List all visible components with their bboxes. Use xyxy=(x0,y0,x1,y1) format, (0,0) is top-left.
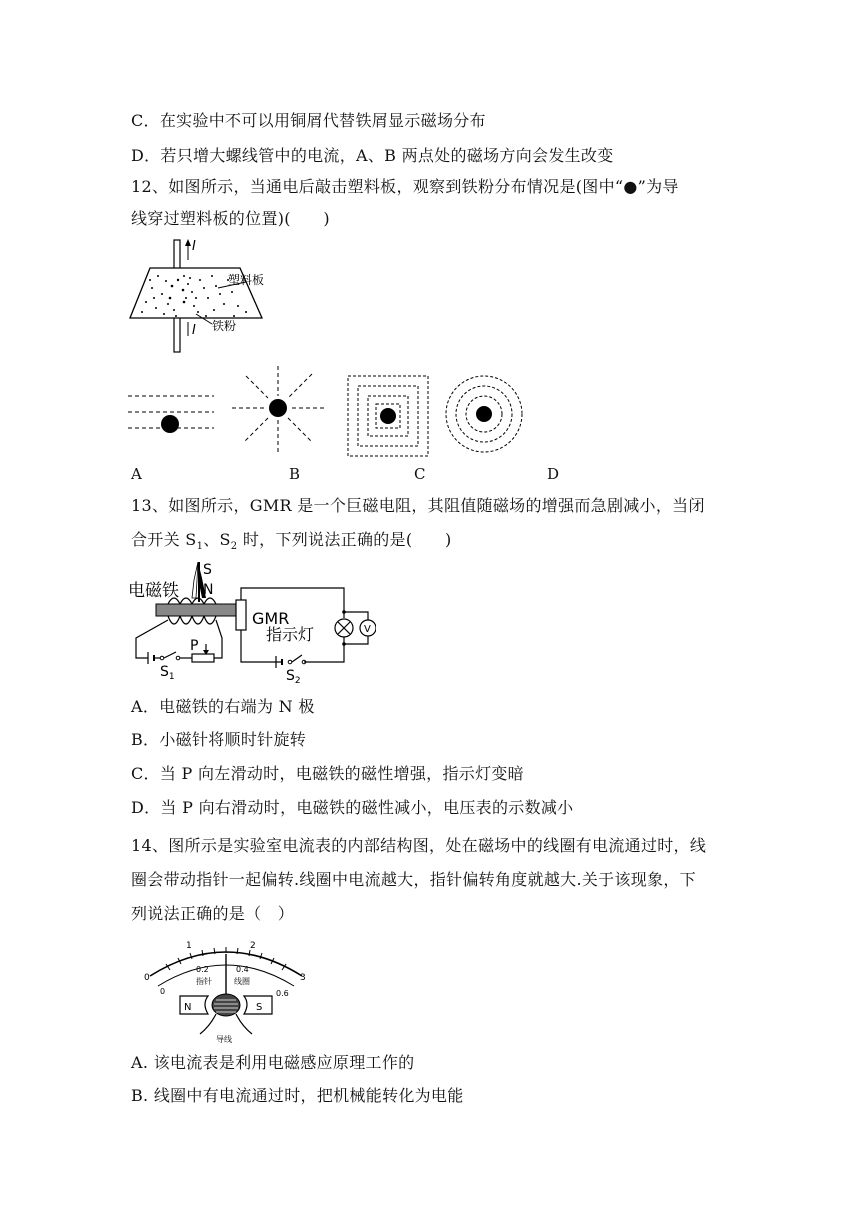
q12-choice-a-figure xyxy=(128,376,214,450)
q12-choice-c-label: C xyxy=(414,465,426,483)
q12-choice-d-figure xyxy=(442,374,526,458)
wire-dot xyxy=(269,399,287,417)
q13-circuit-figure xyxy=(126,558,376,684)
wire-dot xyxy=(476,406,492,422)
scale-bottom-0: 0 xyxy=(160,987,166,996)
scale-top-3: 3 xyxy=(300,973,306,983)
needle-s-label: S xyxy=(203,562,212,578)
s2-label: $S_2$ xyxy=(286,668,301,684)
iron-core xyxy=(156,604,236,616)
coil-label: 线圈 xyxy=(234,977,250,986)
scale-bottom-1: 0.2 xyxy=(196,965,209,974)
q14-stem-line3: 列说法正确的是（ ） xyxy=(131,904,295,923)
magnet-n-label: N xyxy=(184,1002,192,1013)
pointer-label: 指针 xyxy=(196,977,212,986)
slider-p-label: P xyxy=(190,638,199,654)
indicator-label: 指示灯 xyxy=(266,625,315,644)
current-label-bottom: I xyxy=(192,323,196,338)
q13-option-a: A．电磁铁的右端为 N 极 xyxy=(131,697,315,716)
coil xyxy=(212,994,240,1016)
scale-top-0: 0 xyxy=(144,973,150,983)
q11-option-c: C．在实验中不可以用铜屑代替铁屑显示磁场分布 xyxy=(131,111,486,130)
q13-stem-line1: 13、如图所示，GMR 是一个巨磁电阻，其阻值随磁场的增强而急剧减小，当闭 xyxy=(131,496,705,515)
q14-option-b: B. 线圈中有电流通过时，把机械能转化为电能 xyxy=(131,1086,464,1105)
q13-stem-line2: 合开关 $S_1$、$S_2$ 时，下列说法正确的是( ) xyxy=(131,530,452,553)
q12-choice-a-label: A xyxy=(131,465,142,483)
needle-n-label: N xyxy=(203,582,214,598)
scale-top-1: 1 xyxy=(186,941,192,951)
electromagnet-label: 电磁铁 xyxy=(128,581,179,601)
rheostat xyxy=(192,654,214,662)
magnet-s-label: S xyxy=(256,1002,263,1013)
s1-label: $S_1$ xyxy=(160,664,175,682)
q11-option-d: D．若只增大螺线管中的电流，A、B 两点处的磁场方向会发生改变 xyxy=(131,146,614,165)
q14-option-a: A. 该电流表是利用电磁感应原理工作的 xyxy=(131,1053,415,1072)
q13-option-b: B．小磁针将顺时针旋转 xyxy=(131,730,307,749)
wire-dot xyxy=(380,408,396,424)
wire-label: 导线 xyxy=(216,1035,232,1044)
scale-bottom-2: 0.4 xyxy=(236,965,249,974)
q14-stem-line2: 圈会带动指针一起偏转.线圈中电流越大，指针偏转角度就越大.关于该现象，下 xyxy=(131,870,696,889)
iron-filings-label: 铁粉 xyxy=(212,319,237,333)
q12-stem-line1: 12、如图所示，当通电后敲击塑料板，观察到铁粉分布情况是(图中“●”为导 xyxy=(131,177,679,196)
q12-setup-figure xyxy=(128,236,278,354)
q12-choice-d-label: D xyxy=(547,465,560,483)
q12-choice-b-label: B xyxy=(289,465,301,483)
q12-stem-line2: 线穿过塑料板的位置)( ) xyxy=(131,209,330,228)
q12-choice-c-figure xyxy=(346,374,430,458)
current-label-top: I xyxy=(192,239,196,254)
gmr-label: GMR xyxy=(252,609,290,628)
q12-choice-b-figure xyxy=(232,364,324,454)
scale-bottom-3: 0.6 xyxy=(276,989,289,998)
voltmeter-label: V xyxy=(364,624,371,635)
q14-stem-line1: 14、图所示是实验室电流表的内部结构图，处在磁场中的线圈有电流通过时，线 xyxy=(131,836,707,855)
q14-ammeter-figure xyxy=(140,938,312,1044)
scale-top-2: 2 xyxy=(250,941,256,951)
q13-option-d: D．当 P 向右滑动时，电磁铁的磁性减小，电压表的示数减小 xyxy=(131,798,574,817)
wire-dot xyxy=(161,415,179,433)
plastic-board-label: 塑料板 xyxy=(228,273,265,287)
q13-option-c: C．当 P 向左滑动时，电磁铁的磁性增强，指示灯变暗 xyxy=(131,764,524,783)
gmr-resistor xyxy=(236,600,246,630)
